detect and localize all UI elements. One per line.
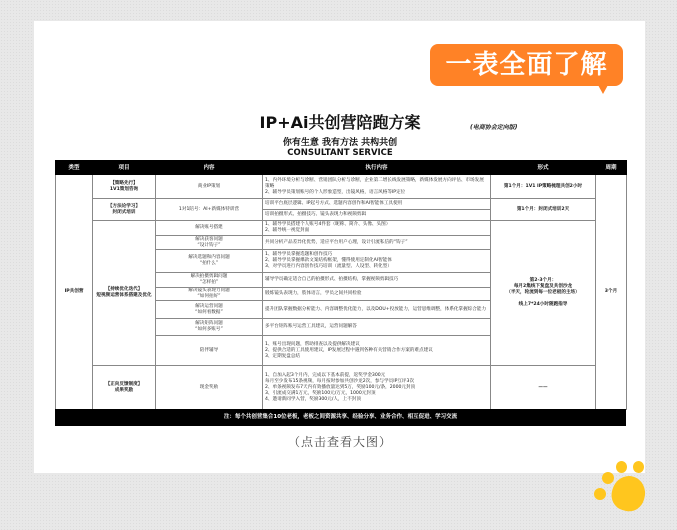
exec-line: 2、辅导统一视觉封面 xyxy=(265,228,310,233)
exec-cell: 培训平台底层逻辑、IP起号方式、选题内容创作和AI智能体工具使用 xyxy=(263,199,491,210)
exec-cell: 多平台矩阵账号运营工具建议，运营问题解答 xyxy=(263,319,491,336)
type-cell: IP共创营 xyxy=(56,175,93,410)
content-cell xyxy=(156,288,263,301)
edition-label: (电商协会定向版) xyxy=(470,124,518,131)
table-footnote: 注：每个共创营集合10位老板，老板之间资源共享、经验分享、业务合作、相互促进、学习交流 xyxy=(55,409,626,426)
content-quote: “如何拍好” xyxy=(197,294,221,299)
form-line: 第2-3个月： xyxy=(529,278,557,283)
form-line: 线上7*24小时随跑指导 xyxy=(518,302,568,307)
table-header xyxy=(56,161,627,175)
exec-line: 1、自加入起3个月内，完成以下基本前提，返奖学金300元 xyxy=(265,372,386,378)
project-cell xyxy=(93,221,156,366)
table-row xyxy=(56,221,627,236)
content-cell: 现金奖励 xyxy=(156,366,263,410)
content-text: 解决运营问题 xyxy=(195,303,223,309)
exec-cell: 培训拍摄形式、拍摄技巧、镜头表现力和视频剪辑 xyxy=(263,210,491,221)
exec-line: 2、辅导学员策划账号的个人形象造型，出镜风格，语言风格等IP定位 xyxy=(265,189,406,195)
exec-cell xyxy=(263,221,491,236)
exec-line: 1、内外环境分析与诊断、营销团队分析与诊断，企业第二增长线发展策略，新媒体发展方向评估、市场发展策略 xyxy=(265,177,484,189)
header-type: 类型 xyxy=(56,161,93,175)
form-cell xyxy=(491,221,596,366)
page-title: IP+Ai共创营陪跑方案 xyxy=(259,113,421,132)
content-cell: 1对1陪号：AI+新媒体特训营 xyxy=(156,199,263,221)
content-cell xyxy=(156,273,263,288)
exec-cell xyxy=(263,366,491,410)
project-name: 短视频运营体系搭建及优化 xyxy=(96,293,152,298)
project-tag: 【正向反馈制度】 xyxy=(105,381,143,387)
project-tag: 【持续优化迭代】 xyxy=(105,287,143,292)
content-text: 解决获客问题 xyxy=(195,236,223,242)
table-row xyxy=(56,175,627,199)
header-content: 内容 xyxy=(156,161,263,175)
project-name: 1V1策划咨询 xyxy=(109,186,139,192)
header-exec: 执行内容 xyxy=(263,161,491,175)
content-cell xyxy=(156,250,263,273)
exec-cell xyxy=(263,336,491,366)
header-project: 项目 xyxy=(93,161,156,175)
project-cell xyxy=(93,366,156,410)
content-cell: 商业IP策划 xyxy=(156,175,263,199)
content-cell xyxy=(156,236,263,250)
content-cell: 解决账号搭建 xyxy=(156,221,263,236)
content-text: 解决选题和内容问题 xyxy=(188,255,230,260)
period-cell: 3个月 xyxy=(596,175,627,410)
exec-line: 2、提供合适的工具使用建议，IP发展过程中遇到各种有关营销合作方案的难点建议 xyxy=(265,347,433,353)
content-text: 解决镜头表现力问题 xyxy=(188,288,230,293)
exec-cell xyxy=(263,250,491,273)
project-cell xyxy=(93,175,156,199)
exec-line: 2、辅导学员掌握爆款文案结构框架，懂得使用定制化AI智能体 xyxy=(265,258,392,263)
plan-table xyxy=(55,160,627,410)
form-cell: 第1个月：1V1 IP策略梳理共创2小时 xyxy=(491,175,596,199)
exec-line: 1、辅导学员搭建个人账号4件套（昵称、简介、头像、头图） xyxy=(265,222,391,227)
exec-cell: 锻炼镜头表现力，肢体语言，学员之间共同检验 xyxy=(263,288,491,301)
content-quote: “设计钩子” xyxy=(197,242,221,248)
subtitle-en: CONSULTANT SERVICE xyxy=(287,148,393,158)
exec-line: 1、辅导学员掌握选题和创作技巧 xyxy=(265,252,333,257)
project-name: 封闭式培训 xyxy=(112,209,136,215)
content-text: 解决拍摄剪辑问题 xyxy=(190,274,228,279)
form-cell: 第1个月：封闭式培训2天 xyxy=(491,199,596,221)
subtitle: 你有生意 我有方法 共构共创 xyxy=(282,138,398,148)
exec-line: 4、邀请新同学入营，奖励300元/人，上不封顶 xyxy=(265,396,361,402)
content-cell xyxy=(156,301,263,319)
content-cell xyxy=(156,319,263,336)
exec-line: 3、对学员进行内容创作技巧培训（流量型、人设型、转化型） xyxy=(265,264,392,269)
view-large-link[interactable]: （点击查看大图） xyxy=(287,435,392,449)
header-form: 形式 xyxy=(491,161,596,175)
content-cell: 陪伴辅导 xyxy=(156,336,263,366)
content-quote: “拍什么” xyxy=(199,261,219,266)
content-quote: “如何多账号” xyxy=(195,327,223,332)
exec-cell: 共同分析产品差异化优势，适应平台用户心理，设计引流私信的“钩子” xyxy=(263,236,491,250)
header-period: 周期 xyxy=(596,161,627,175)
exec-line: 2、单条视频发布7天内有效播放量达到5万，奖励100元/条，2000元封顶 xyxy=(265,384,416,390)
form-line: 每月2集线下复盘及共创沙龙 xyxy=(513,284,573,289)
exec-line: 3、引流成交满1万元，奖励100元/万元，1000元封顶 xyxy=(265,390,376,396)
exec-line: 3、定期复盘总结 xyxy=(265,353,301,359)
table-row xyxy=(56,199,627,210)
project-name: 成果奖励 xyxy=(114,387,134,393)
headline-bubble: 一表全面了解 xyxy=(430,44,623,86)
exec-line: 1、账号出现问题，帮助排查以及提供解决建议 xyxy=(265,341,360,347)
form-line: （半天，轮流到每一位老板的主场） xyxy=(506,290,580,295)
form-cell: —— xyxy=(491,366,596,410)
exec-line: 每月至少发布15条视频，每月按时参加共创沙龙2次，参与学员IP互评3次 xyxy=(265,378,415,384)
content-quote: “如何看数据” xyxy=(195,309,223,315)
table-row xyxy=(56,366,627,410)
content-quote: “怎样拍” xyxy=(199,280,219,285)
project-cell xyxy=(93,199,156,221)
exec-cell: 辅导学员确定适合自己的拍摄形式、拍摄结构，掌握视频剪辑技巧 xyxy=(263,273,491,288)
project-tag: 【方法论学习】 xyxy=(107,203,141,209)
content-text: 解决矩阵问题 xyxy=(195,321,223,326)
exec-cell xyxy=(263,175,491,199)
project-tag: 【策略先行】 xyxy=(110,180,138,186)
exec-cell: 提升团队掌握数据分析能力、内容调整优化能力，以及DOU+投放能力，运营思维调整，体系化掌握综合能力 xyxy=(263,301,491,319)
